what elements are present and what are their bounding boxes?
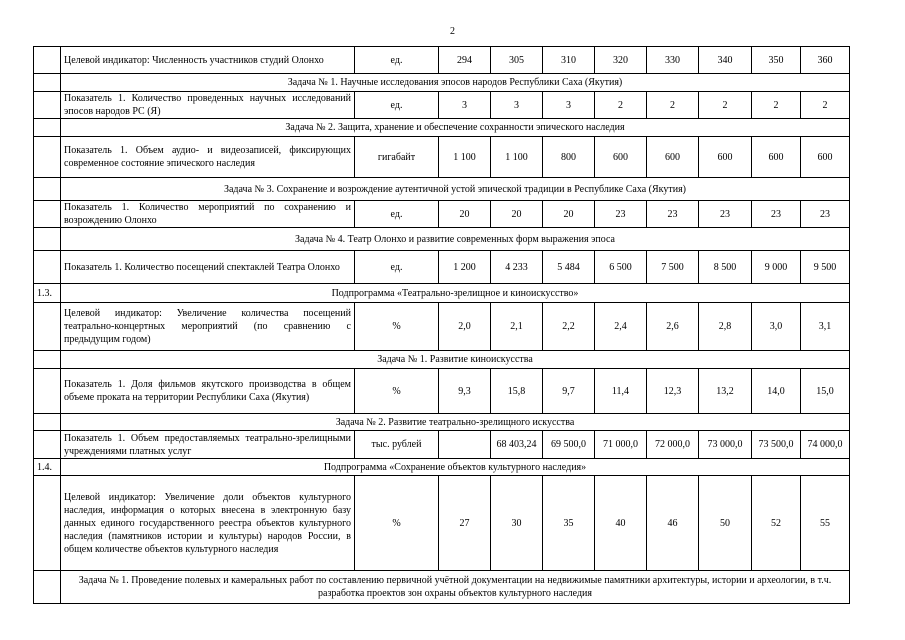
- value-cell: 50: [699, 476, 752, 571]
- value-cell: 7 500: [647, 251, 699, 284]
- indicators-table: [33, 46, 850, 604]
- value-cell: 11,4: [595, 369, 647, 414]
- indicator-label: Показатель 1. Объем аудио- и видеозаписей, фиксирующих современное состояние эпического наследия: [61, 137, 355, 178]
- task-heading: Задача № 2. Развитие театрально-зрелищного искусства: [61, 414, 850, 431]
- indicator-label: Показатель 1. Доля фильмов якутского производства в общем объеме проката на территории Республики Саха (Якутия): [61, 369, 355, 414]
- value-cell: 20: [491, 201, 543, 228]
- indicator-row: [34, 47, 850, 74]
- value-cell: 1 100: [491, 137, 543, 178]
- value-cell: 52: [752, 476, 801, 571]
- task-row: [34, 414, 850, 431]
- section-number: 1.4.: [34, 459, 61, 476]
- value-cell: 3: [543, 92, 595, 119]
- table-body: [34, 47, 850, 604]
- task-heading: Задача № 3. Сохранение и возрождение аутентичной устой эпической традиции в Республике Саха (Якутия): [61, 178, 850, 201]
- number-cell: [34, 228, 61, 251]
- value-cell: 600: [699, 137, 752, 178]
- value-cell: [439, 431, 491, 459]
- task-row: [34, 228, 850, 251]
- value-cell: 23: [647, 201, 699, 228]
- value-cell: 9,7: [543, 369, 595, 414]
- indicator-label: Показатель 1. Количество посещений спектаклей Театра Олонхо: [61, 251, 355, 284]
- unit-cell: %: [355, 303, 439, 351]
- indicator-row: [34, 369, 850, 414]
- value-cell: 15,0: [801, 369, 850, 414]
- value-cell: 3,1: [801, 303, 850, 351]
- value-cell: 23: [595, 201, 647, 228]
- unit-cell: ед.: [355, 47, 439, 74]
- value-cell: 310: [543, 47, 595, 74]
- value-cell: 600: [801, 137, 850, 178]
- value-cell: 294: [439, 47, 491, 74]
- number-cell: [34, 201, 61, 228]
- value-cell: 600: [647, 137, 699, 178]
- indicator-label: Целевой индикатор: Увеличение количества посещений театрально-концертных мероприятий (по сравнению с предыдущим годом): [61, 303, 355, 351]
- subprogram-heading: Подпрограмма «Сохранение объектов культурного наследия»: [61, 459, 850, 476]
- value-cell: 3: [439, 92, 491, 119]
- indicator-row: [34, 92, 850, 119]
- value-cell: 14,0: [752, 369, 801, 414]
- number-cell: [34, 414, 61, 431]
- unit-cell: %: [355, 369, 439, 414]
- value-cell: 69 500,0: [543, 431, 595, 459]
- value-cell: 2: [801, 92, 850, 119]
- task-row: [34, 74, 850, 92]
- task-heading: Задача № 1. Развитие киноискусства: [61, 351, 850, 369]
- value-cell: 600: [595, 137, 647, 178]
- number-cell: [34, 476, 61, 571]
- value-cell: 74 000,0: [801, 431, 850, 459]
- unit-cell: тыс. рублей: [355, 431, 439, 459]
- indicator-label: Целевой индикатор: Численность участников студий Олонхо: [61, 47, 355, 74]
- value-cell: 73 000,0: [699, 431, 752, 459]
- value-cell: 15,8: [491, 369, 543, 414]
- indicator-label: Показатель 1. Количество проведенных научных исследований эпосов народов РС (Я): [61, 92, 355, 119]
- number-cell: [34, 303, 61, 351]
- unit-cell: гигабайт: [355, 137, 439, 178]
- indicator-label: Целевой индикатор: Увеличение доли объектов культурного наследия, информация о которых внесена в электронную базу данных единого государственного реестра объектов культурного наследия (памятников истории и культуры) народов России, в общем количестве объектов культурного наследия: [61, 476, 355, 571]
- number-cell: [34, 351, 61, 369]
- value-cell: 9,3: [439, 369, 491, 414]
- indicator-row: [34, 476, 850, 571]
- value-cell: 23: [752, 201, 801, 228]
- indicator-label: Показатель 1. Объем предоставляемых театрально-зрелищными учреждениями платных услуг: [61, 431, 355, 459]
- value-cell: 71 000,0: [595, 431, 647, 459]
- value-cell: 72 000,0: [647, 431, 699, 459]
- number-cell: [34, 178, 61, 201]
- task-row: [34, 119, 850, 137]
- unit-cell: ед.: [355, 201, 439, 228]
- section-number: 1.3.: [34, 284, 61, 303]
- indicator-row: [34, 303, 850, 351]
- task-heading: Задача № 4. Театр Олонхо и развитие современных форм выражения эпоса: [61, 228, 850, 251]
- task-row: [34, 178, 850, 201]
- value-cell: 23: [801, 201, 850, 228]
- indicator-label: Показатель 1. Количество мероприятий по сохранению и возрождению Олонхо: [61, 201, 355, 228]
- value-cell: 20: [543, 201, 595, 228]
- value-cell: 320: [595, 47, 647, 74]
- value-cell: 2,8: [699, 303, 752, 351]
- number-cell: [34, 92, 61, 119]
- value-cell: 6 500: [595, 251, 647, 284]
- number-cell: [34, 137, 61, 178]
- value-cell: 23: [699, 201, 752, 228]
- task-heading: Задача № 1. Научные исследования эпосов народов Республики Саха (Якутия): [61, 74, 850, 92]
- value-cell: 13,2: [699, 369, 752, 414]
- number-cell: [34, 369, 61, 414]
- unit-cell: ед.: [355, 251, 439, 284]
- value-cell: 1 100: [439, 137, 491, 178]
- value-cell: 12,3: [647, 369, 699, 414]
- number-cell: [34, 119, 61, 137]
- value-cell: 2,2: [543, 303, 595, 351]
- value-cell: 800: [543, 137, 595, 178]
- value-cell: 340: [699, 47, 752, 74]
- value-cell: 4 233: [491, 251, 543, 284]
- value-cell: 8 500: [699, 251, 752, 284]
- indicator-row: [34, 251, 850, 284]
- value-cell: 68 403,24: [491, 431, 543, 459]
- value-cell: 2,0: [439, 303, 491, 351]
- value-cell: 2: [752, 92, 801, 119]
- value-cell: 305: [491, 47, 543, 74]
- number-cell: [34, 431, 61, 459]
- task-heading: Задача № 2. Защита, хранение и обеспечение сохранности эпического наследия: [61, 119, 850, 137]
- value-cell: 3,0: [752, 303, 801, 351]
- value-cell: 2: [595, 92, 647, 119]
- value-cell: 2,6: [647, 303, 699, 351]
- value-cell: 46: [647, 476, 699, 571]
- value-cell: 9 500: [801, 251, 850, 284]
- task-heading: Задача № 1. Проведение полевых и камеральных работ по составлению первичной учётной документации на недвижимые памятники архитектуры, истории и археологии, в т.ч. разработка проектов зон охраны объектов культурного наследия: [61, 571, 850, 604]
- value-cell: 20: [439, 201, 491, 228]
- number-cell: [34, 251, 61, 284]
- value-cell: 2: [699, 92, 752, 119]
- subprogram-row: [34, 284, 850, 303]
- value-cell: 3: [491, 92, 543, 119]
- value-cell: 40: [595, 476, 647, 571]
- value-cell: 2,1: [491, 303, 543, 351]
- indicator-row: [34, 137, 850, 178]
- value-cell: 350: [752, 47, 801, 74]
- unit-cell: %: [355, 476, 439, 571]
- value-cell: 2: [647, 92, 699, 119]
- value-cell: 600: [752, 137, 801, 178]
- value-cell: 330: [647, 47, 699, 74]
- value-cell: 27: [439, 476, 491, 571]
- value-cell: 55: [801, 476, 850, 571]
- value-cell: 73 500,0: [752, 431, 801, 459]
- number-cell: [34, 47, 61, 74]
- task-row: [34, 571, 850, 604]
- value-cell: 360: [801, 47, 850, 74]
- value-cell: 1 200: [439, 251, 491, 284]
- subprogram-row: [34, 459, 850, 476]
- value-cell: 5 484: [543, 251, 595, 284]
- number-cell: [34, 571, 61, 604]
- value-cell: 30: [491, 476, 543, 571]
- value-cell: 35: [543, 476, 595, 571]
- indicator-row: [34, 201, 850, 228]
- subprogram-heading: Подпрограмма «Театрально-зрелищное и киноискусство»: [61, 284, 850, 303]
- task-row: [34, 351, 850, 369]
- value-cell: 9 000: [752, 251, 801, 284]
- unit-cell: ед.: [355, 92, 439, 119]
- indicator-row: [34, 431, 850, 459]
- page-number: 2: [450, 26, 455, 37]
- number-cell: [34, 74, 61, 92]
- value-cell: 2,4: [595, 303, 647, 351]
